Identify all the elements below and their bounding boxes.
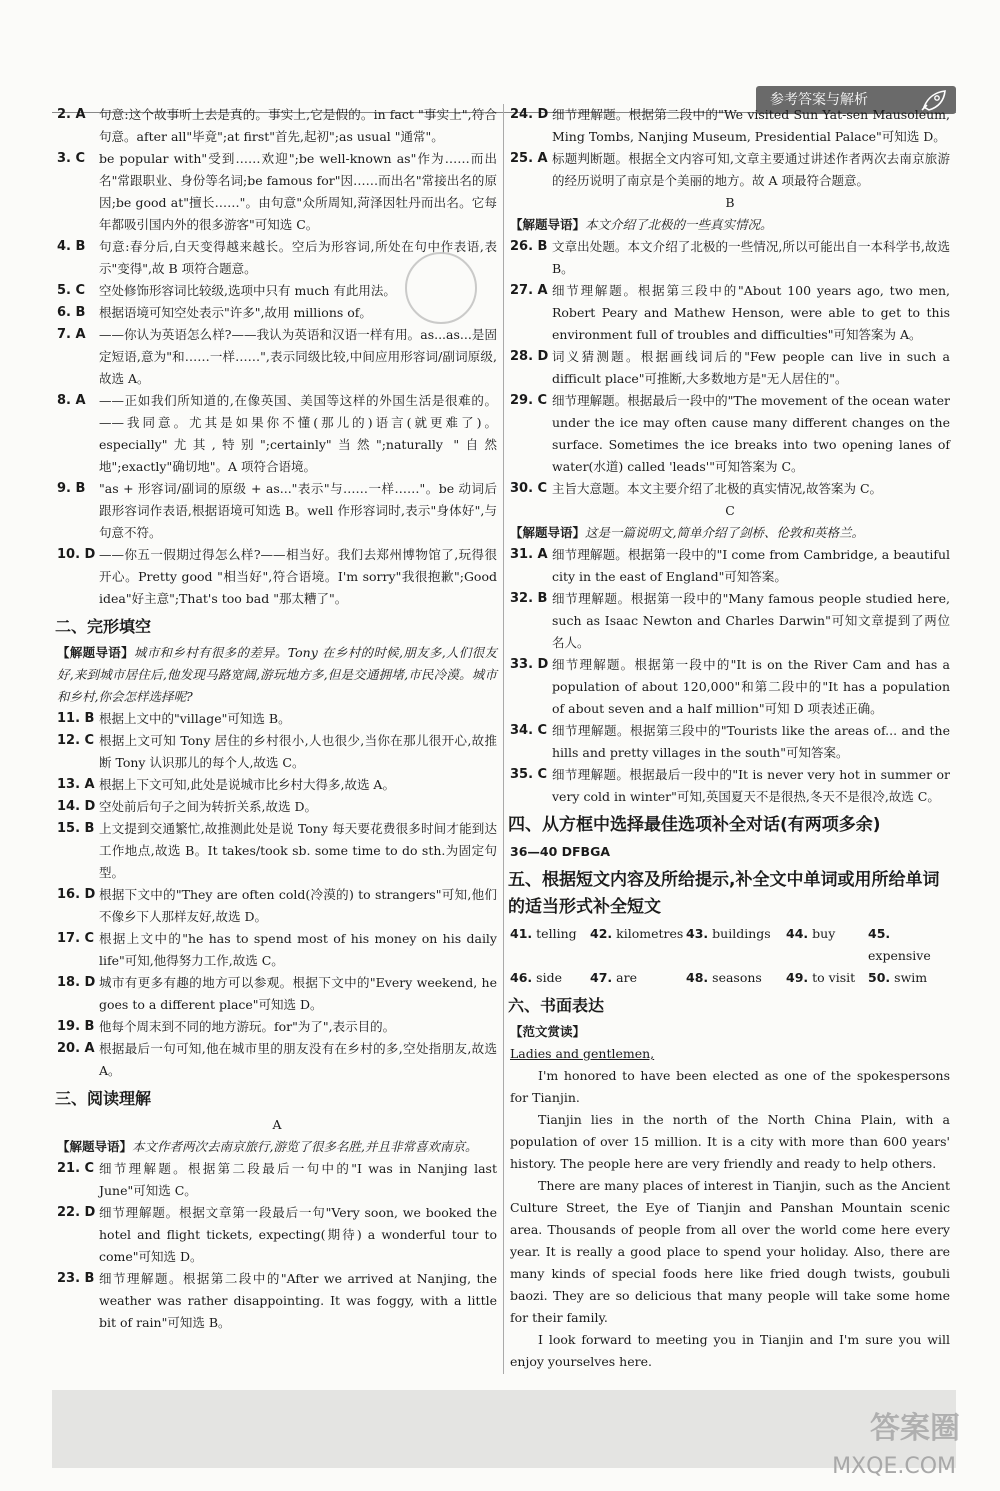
answer-explanation: 标题判断题。根据全文内容可知,文章主要通过讲述作者两次去南京旅游的经历说明了南京是个美丽的地方。故 A 项最符合题意。 xyxy=(552,151,950,188)
guide-reading-b xyxy=(510,214,950,236)
fill-answers xyxy=(510,923,950,989)
answer-item xyxy=(57,544,497,610)
fill-number: 43. xyxy=(686,926,709,941)
answer-explanation: 细节理解题。根据第三段中的"About 100 years ago, two men, Robert Peary and Mathew Henson, were able to get to this environment full of troubles and difficulties"可知答案为 A。 xyxy=(552,283,950,342)
fill-answer xyxy=(686,967,786,989)
footer-band xyxy=(52,1390,956,1468)
answer-item xyxy=(510,280,950,346)
answer-explanation: 词义猜测题。根据画线词后的"Few people can live in such a difficult place"可推断,大多数地方是"无人居住的"。 xyxy=(552,349,950,386)
fill-number: 41. xyxy=(510,926,533,941)
answer-number: 4. B xyxy=(57,239,86,254)
section-fill-title: 五、根据短文内容及所给提示,补全文中单词或用所给单词的适当形式补全短文 xyxy=(508,870,940,917)
essay-paragraph: There are many places of interest in Tianjin, such as the Ancient Culture Street, the Eye of Tianjin and Panshan Mountain scenic area. Thousands of people from all over the world come here every year. It is really a good place to spend your holiday. Also, there are many kinds of special foods here like fried dough twists, goubuli baozi. They are so delicious that many people will take some home for their family. xyxy=(510,1178,950,1325)
answer-number: 34. C xyxy=(510,723,548,738)
answer-number: 19. B xyxy=(57,1019,95,1034)
answer-explanation: 根据下文中的"They are often cold(冷漠的) to strangers"可知,他们不像乡下人那样友好,故选 D。 xyxy=(99,887,497,924)
answer-number: 29. C xyxy=(510,393,548,408)
fill-word: are xyxy=(616,970,637,985)
answer-explanation: 根据上文可知 Tony 居住的乡村很小,人也很少,当你在那儿很开心,故推断 Tony 认识那儿的每个人,故选 C。 xyxy=(99,733,497,770)
answer-explanation: 根据上下文可知,此处是说城市比乡村大得多,故选 A。 xyxy=(99,777,395,792)
answer-number: 8. A xyxy=(57,393,86,408)
section-reading-sub: A xyxy=(272,1117,282,1132)
answer-item xyxy=(510,236,950,280)
fill-word: swim xyxy=(894,970,928,985)
answer-number: 26. B xyxy=(510,239,548,254)
answer-item xyxy=(510,346,950,390)
answer-item xyxy=(57,324,497,390)
fill-word: seasons xyxy=(712,970,762,985)
answer-item xyxy=(57,1202,497,1268)
answer-item xyxy=(57,1038,497,1082)
answer-explanation: 文章出处题。本文介绍了北极的一些情况,所以可能出自一本科学书,故选 B。 xyxy=(552,239,950,276)
answer-number: 27. A xyxy=(510,283,548,298)
answer-item xyxy=(57,104,497,148)
answer-explanation: 细节理解题。根据第二段最后一句中的"I was in Nanjing last June"可知选 C。 xyxy=(99,1161,497,1198)
answer-number: 3. C xyxy=(57,151,86,166)
answer-item xyxy=(510,104,950,148)
answer-explanation: 句意:春分后,白天变得越来越长。空后为形容词,所处在句中作表语,表示"变得",故 B 项符合题意。 xyxy=(99,239,497,276)
guide-text: 这是一篇说明文,简单介绍了剑桥、伦敦和英格兰。 xyxy=(585,525,864,540)
fill-number: 48. xyxy=(686,970,709,985)
answer-number: 5. C xyxy=(57,283,86,298)
answer-number: 32. B xyxy=(510,591,548,606)
answer-explanation: 主旨大意题。本文主要介绍了北极的真实情况,故答案为 C。 xyxy=(552,481,883,496)
answer-item xyxy=(57,730,497,774)
answer-number: 11. B xyxy=(57,711,95,726)
fill-word: telling xyxy=(536,926,577,941)
fill-answer xyxy=(786,967,868,989)
answer-explanation: be popular with"受到……欢迎";be well-known as"作为……而出名"常跟职业、身份等名词;be famous for"因……而出名"常接出名的原因;be good at"擅长……"。由句意"众所周知,菏泽因牡丹而出名。它每年都吸引国内外的很多游客"可知选 C。 xyxy=(99,151,497,232)
section-writing-title: 六、书面表达 xyxy=(508,996,605,1015)
answer-number: 12. C xyxy=(57,733,95,748)
right-column xyxy=(510,104,950,1373)
section-dialogue-title: 四、从方框中选择最佳选项补全对话(有两项多余) xyxy=(508,815,881,835)
answer-item xyxy=(57,478,497,544)
guide-label: 【解题导语】 xyxy=(57,1139,133,1154)
essay-paragraph: Tianjin lies in the north of the North China Plain, with a population of over 15 million. It is a city with more than 600 years' history. The people here are very friendly and ready to help others. xyxy=(510,1112,950,1171)
answer-number: 35. C xyxy=(510,767,548,782)
fill-answer xyxy=(868,967,950,989)
answer-number: 25. A xyxy=(510,151,548,166)
answer-number: 7. A xyxy=(57,327,86,342)
answer-number: 16. D xyxy=(57,887,96,902)
fill-number: 45. xyxy=(868,926,891,941)
answer-number: 22. D xyxy=(57,1205,96,1220)
answer-number: 9. B xyxy=(57,481,86,496)
answer-number: 15. B xyxy=(57,821,95,836)
answer-explanation: 细节理解题。根据第一段中的"It is on the River Cam and has a population of about 120,000"和第二段中的"It has a population of about seven and a half million"可知 D 项表述正确。 xyxy=(552,657,950,716)
answer-item xyxy=(57,280,497,302)
answer-number: 30. C xyxy=(510,481,548,496)
fill-number: 49. xyxy=(786,970,809,985)
guide-label: 【解题导语】 xyxy=(510,217,586,232)
answer-item xyxy=(57,390,497,478)
left-column xyxy=(57,104,497,1334)
answer-item xyxy=(510,588,950,654)
answer-item xyxy=(57,1016,497,1038)
answer-number: 13. A xyxy=(57,777,95,792)
answer-number: 2. A xyxy=(57,107,86,122)
answer-item xyxy=(57,1158,497,1202)
answer-explanation: 他每个周末到不同的地方游玩。for"为了",表示目的。 xyxy=(99,1019,396,1034)
guide-text: 本文介绍了北极的一些真实情况。 xyxy=(585,217,773,232)
answer-explanation: ——你认为英语怎么样?——我认为英语和汉语一样有用。as...as...是固定短语,意为"和……一样……",表示同级比较,中间应用形容词/副词原级,故选 A。 xyxy=(99,327,497,386)
answer-explanation: 细节理解题。根据最后一段中的"The movement of the ocean water under the ice may often cause many different changes on the surface. Sometimes the ice breaks into two opening lanes of water(水道) called 'leads'"可知答案为 C。 xyxy=(552,393,950,474)
guide-reading-a xyxy=(57,1136,497,1158)
answer-explanation: 空处修饰形容词比较级,选项中只有 much 有此用法。 xyxy=(99,283,396,298)
answer-explanation: 细节理解题。根据第二段中的"We visited Sun Yat-sen Mausoleum, Ming Tombs, Nanjing Museum, Presidential Palace"可知选 D。 xyxy=(552,107,950,144)
answer-explanation: 细节理解题。根据最后一段中的"It is never very hot in summer or very cold in winter"可知,英国夏天不是很热,冬天不是很冷,故选 C。 xyxy=(552,767,950,804)
guide-label: 【解题导语】 xyxy=(510,525,586,540)
watermark-url: MXQE.COM xyxy=(832,1454,956,1479)
essay-paragraph: Ladies and gentlemen, xyxy=(510,1046,655,1061)
model-essay xyxy=(510,1043,950,1373)
fill-word: kilometres xyxy=(616,926,684,941)
answer-item xyxy=(510,148,950,192)
essay-paragraph: I look forward to meeting you in Tianjin and I'm sure you will enjoy yourselves here. xyxy=(510,1332,950,1369)
fill-word: buildings xyxy=(712,926,771,941)
fill-word: side xyxy=(536,970,562,985)
fill-answer xyxy=(590,923,686,967)
answer-explanation: 根据最后一句可知,他在城市里的朋友没有在乡村的多,空处指朋友,故选 A。 xyxy=(99,1041,497,1078)
header-tag-text: 参考答案与解析 xyxy=(770,92,868,108)
fill-number: 50. xyxy=(868,970,891,985)
dialogue-answers: 36—40 DFBGA xyxy=(510,844,611,859)
section-reading-c: C xyxy=(725,503,735,518)
answer-number: 23. B xyxy=(57,1271,95,1286)
fill-answer xyxy=(868,923,950,967)
answer-item xyxy=(57,928,497,972)
answer-explanation: 句意:这个故事听上去是真的。事实上,它是假的。in fact "事实上",符合句意。after all"毕竟";at first"首先,起初";as usual "通常"。 xyxy=(99,107,497,144)
answer-explanation: ——你五一假期过得怎么样?——相当好。我们去郑州博物馆了,玩得很开心。Pretty good "相当好",符合语境。I'm sorry"我很抱歉";Good idea"好主意";That's too bad "那太糟了"。 xyxy=(99,547,497,606)
answer-item xyxy=(57,1268,497,1334)
answer-item xyxy=(510,654,950,720)
answer-item xyxy=(510,544,950,588)
answer-item xyxy=(510,764,950,808)
answer-explanation: 根据语境可知空处表示"许多",故用 millions of。 xyxy=(99,305,372,320)
answer-number: 17. C xyxy=(57,931,95,946)
watermark-logo: 答案圈 xyxy=(870,1411,960,1446)
answer-item xyxy=(57,236,497,280)
fill-number: 42. xyxy=(590,926,613,941)
essay-label: 【范文赏读】 xyxy=(510,1024,586,1039)
guide-cloze xyxy=(57,642,497,708)
guide-reading-c xyxy=(510,522,950,544)
answer-explanation: 根据上文中的"he has to spend most of his money on his daily life"可知,他得努力工作,故选 C。 xyxy=(99,931,497,968)
answer-item xyxy=(57,302,497,324)
fill-answer xyxy=(590,967,686,989)
answer-explanation: 城市有更多有趣的地方可以参观。根据下文中的"Every weekend, he goes to a different place"可知选 D。 xyxy=(99,975,497,1012)
fill-answer xyxy=(510,967,590,989)
answer-explanation: 细节理解题。根据文章第一段最后一句"Very soon, we booked the hotel and flight tickets, expecting(期待) a wonderful tour to come"可知选 D。 xyxy=(99,1205,497,1264)
answer-explanation: 细节理解题。根据第三段中的"Tourists like the areas of... and the hills and pretty villages in the south"可知答案。 xyxy=(552,723,950,760)
section-cloze-title: 二、完形填空 xyxy=(55,617,152,636)
answer-item xyxy=(57,818,497,884)
answer-explanation: 空处前后句子之间为转折关系,故选 D。 xyxy=(99,799,317,814)
answer-number: 24. D xyxy=(510,107,549,122)
column-divider xyxy=(503,104,504,1374)
section-reading-title: 三、阅读理解 xyxy=(55,1089,152,1108)
fill-answer xyxy=(510,923,590,967)
answer-explanation: 根据上文中的"village"可知选 B。 xyxy=(99,711,291,726)
answer-number: 20. A xyxy=(57,1041,95,1056)
fill-answer xyxy=(686,923,786,967)
guide-label: 【解题导语】 xyxy=(57,645,134,660)
answer-item xyxy=(57,148,497,236)
guide-text: 城市和乡村有很多的差异。Tony 在乡村的时候,朋友多,人们很友好,来到城市居住后,他发现马路宽阔,游玩地方多,但是交通拥堵,市民冷漠。城市和乡村,你会怎样选择呢? xyxy=(57,645,497,704)
answer-item xyxy=(57,884,497,928)
answer-item xyxy=(57,708,497,730)
answer-number: 6. B xyxy=(57,305,86,320)
fill-word: to visit xyxy=(812,970,856,985)
answer-item xyxy=(57,972,497,1016)
answer-number: 14. D xyxy=(57,799,96,814)
answer-number: 28. D xyxy=(510,349,549,364)
answer-number: 31. A xyxy=(510,547,548,562)
fill-answer xyxy=(786,923,868,967)
answer-explanation: 上文提到交通繁忙,故推测此处是说 Tony 每天要花费很多时间才能到达工作地点,故选 B。It takes/took sb. some time to do sth.为固定句型。 xyxy=(99,821,497,880)
answer-item xyxy=(57,796,497,818)
guide-text: 本文作者两次去南京旅行,游览了很多名胜,并且非常喜欢南京。 xyxy=(132,1139,478,1154)
answer-explanation: 细节理解题。根据第一段中的"Many famous people studied here, such as Isaac Newton and Charles Darwin"可知文章提到了两位名人。 xyxy=(552,591,950,650)
answer-number: 21. C xyxy=(57,1161,95,1176)
answer-number: 10. D xyxy=(57,547,96,562)
fill-number: 47. xyxy=(590,970,613,985)
answer-explanation: ——正如我们所知道的,在像英国、美国等这样的外国生活是很难的。——我同意。尤其是如果你不懂(那儿的)语言(就更难了)。especially"尤其,特别";certainly"当然";naturally "自然地";exactly"确切地"。A 项符合语境。 xyxy=(99,393,497,474)
answer-explanation: 细节理解题。根据第二段中的"After we arrived at Nanjing, the weather was rather disappointing. It was foggy, with a little bit of rain"可知选 B。 xyxy=(99,1271,497,1330)
answer-number: 18. D xyxy=(57,975,96,990)
answer-item xyxy=(510,720,950,764)
answer-item xyxy=(57,774,497,796)
fill-word: expensive xyxy=(868,948,931,963)
answer-item xyxy=(510,390,950,478)
fill-number: 44. xyxy=(786,926,809,941)
fill-word: buy xyxy=(812,926,836,941)
answer-item xyxy=(510,478,950,500)
essay-paragraph: I'm honored to have been elected as one of the spokespersons for Tianjin. xyxy=(510,1068,950,1105)
answer-explanation: 细节理解题。根据第一段中的"I come from Cambridge, a beautiful city in the east of England"可知答案。 xyxy=(552,547,950,584)
answer-explanation: "as + 形容词/副词的原级 + as..."表示"与……一样……"。be 动词后跟形容词作表语,根据语境可知选 B。well 作形容词时,表示"身体好",与句意不符。 xyxy=(99,481,498,540)
fill-number: 46. xyxy=(510,970,533,985)
section-reading-b: B xyxy=(725,195,735,210)
answer-number: 33. D xyxy=(510,657,549,672)
